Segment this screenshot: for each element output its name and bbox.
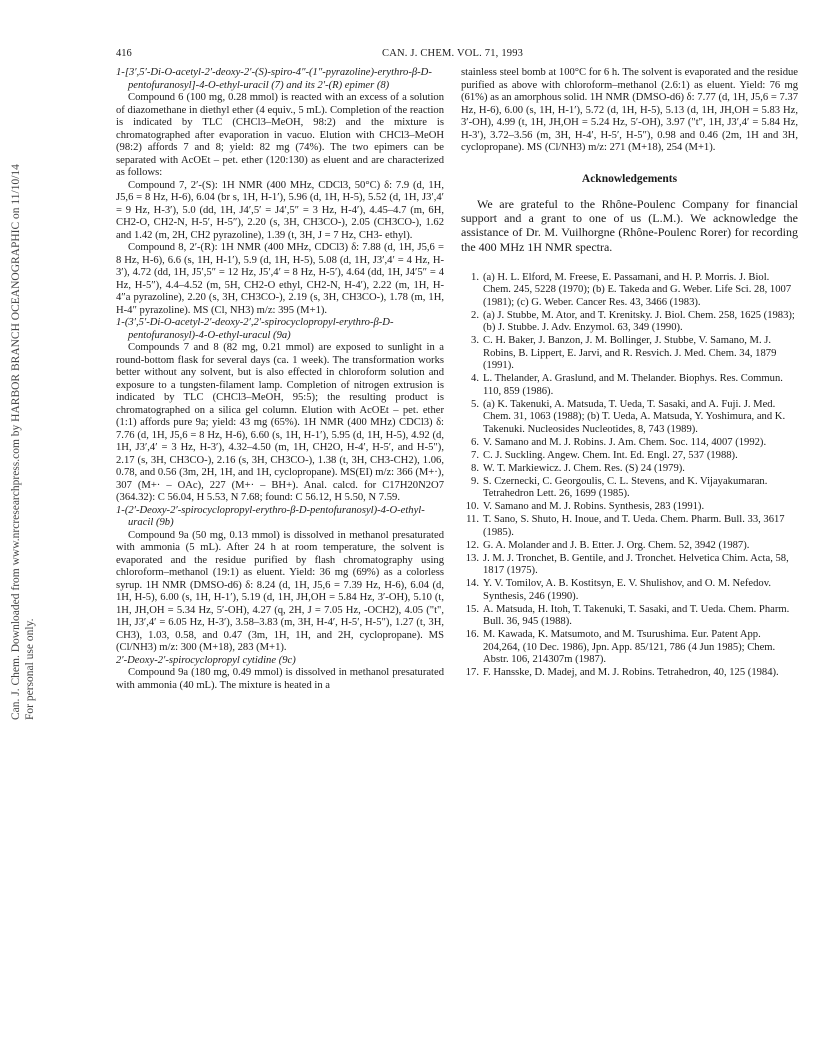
reference-item bbox=[461, 450, 798, 463]
reference-text: A. Matsuda, H. Itoh, T. Takenuki, T. Sasaki, and T. Ueda. Chem. Pharm. Bull. 36, 945 (1988). bbox=[483, 603, 790, 628]
section-title: 2′-Deoxy-2′-spirocyclopropyl cytidine (9c) bbox=[116, 654, 296, 666]
reference-text: T. Sano, S. Shuto, H. Inoue, and T. Ueda. Chem. Pharm. Bull. 33, 3617 (1985). bbox=[483, 514, 785, 538]
reference-item bbox=[461, 514, 798, 539]
reference-item bbox=[461, 463, 798, 476]
reference-text: Y. V. Tomilov, A. B. Kostitsyn, E. V. Shulishov, and O. M. Nefedov. Synthesis, 246 (1990). bbox=[483, 578, 771, 602]
reference-item bbox=[461, 335, 798, 373]
reference-number: 7. bbox=[471, 449, 479, 461]
personal-use-notice: For personal use only. bbox=[24, 618, 36, 720]
reference-number: 2. bbox=[471, 309, 479, 321]
reference-text: C. H. Baker, J. Banzon, J. M. Bollinger, J. Stubbe, V. Samano, M. J. Robins, B. Lippert, E. Jarvi, and R. Resvich. J. Med. Chem. 34, 1879 (1991). bbox=[483, 335, 777, 372]
reference-item bbox=[461, 553, 798, 578]
running-head: CAN. J. CHEM. VOL. 71, 1993 bbox=[382, 48, 524, 59]
reference-number: 3. bbox=[471, 335, 479, 347]
reference-item bbox=[461, 540, 798, 553]
page-number: 416 bbox=[116, 48, 132, 59]
paragraph: Compound 9a (50 mg, 0.13 mmol) is dissolved in methanol presaturated with ammonia (5 mL). After 24 h at room temperature, the solvent is evaporated and the residue purified by flash chromatography using chloroform–methanol (19:1) as eluent. Yield: 36 mg (69%) as a colorless syrup. 1H NMR (DMSO-d6) δ: 8.24 (d, 1H, J5,6 = 7.39 Hz, H-6), 6.04 (d, 1H, H-5), 6.00 (s, 1H, H-1′), 5.19 (d, 1H, JH,OH = 5.84 Hz, 3′-OH), 5.10 (t, 1H, JH,OH = 5.34 Hz, 5′-OH), 4.27 (q, 2H, J = 7.05 Hz, -OCH2), 4.05 ("t", 1H, J3′,4′ = 6.05 Hz, H-3′), 3.58–3.83 (m, 3H, H-4′, H-5′, H-5″), 1.27 (t, 3H, CH3), 1.03, 0.58, and 0.47 (3m, 1H, 1H, and 2H, cyclopropane). MS (Cl/NH3) m/z: 300 (M+18), 283 (M+1). bbox=[116, 529, 444, 653]
section-title: 1-(3′,5′-Di-O-acetyl-2′-deoxy-2′,2′-spirocyclopropyl-erythro-β-D-pentofuranosyl)-4-O-ethyl-uracul (9a) bbox=[116, 317, 394, 341]
reference-number: 16. bbox=[465, 629, 479, 641]
reference-text: (a) H. L. Elford, M. Freese, E. Passamani, and H. P. Morris. J. Biol. Chem. 245, 5228 (1970); (b) E. Takeda and G. Weber. Life Sci. 28, 1007 (1981); (c) G. Weber. Cancer Res. 43, 3466 (1983). bbox=[483, 271, 792, 308]
reference-text: (a) K. Takenuki, A. Matsuda, T. Ueda, T. Sasaki, and A. Fuji. J. Med. Chem. 31, 1063 (1988); (b) T. Ueda, A. Matsuda, Y. Yoshimura, and K. Takenuki. Nucleosides Nucleotides, 8, 743 (1989). bbox=[483, 398, 786, 435]
reference-number: 17. bbox=[465, 667, 479, 679]
reference-item bbox=[461, 437, 798, 450]
right-column bbox=[461, 67, 798, 680]
reference-number: 4. bbox=[471, 373, 479, 385]
download-notice bbox=[2, 150, 46, 720]
reference-list bbox=[461, 272, 798, 680]
paragraph: stainless steel bomb at 100°C for 6 h. The solvent is evaporated and the residue purified as above with chloroform–methanol (2.6:1) as eluent. Yield: 76 mg (61%) as an amorphous solid. 1H NMR (DMSO-d6) δ: 7.77 (d, 1H, J5,6 = 7.37 Hz, H-6), 6.00 (s, 1H, H-1′), 5.72 (d, 1H, H-5), 5.13 (d, 1H, JH,OH = 5.83 Hz, 3′-OH), 4.99 (t, 1H, JH,OH = 5.24 Hz, 5′-OH), 3.97 ("t", 1H, J3′,4′ = 5.84 Hz, H-3′), 3.72–3.56 (m, 3H, H-4′, H-5′, H-5″), 0.98 and 0.46 (2m, 1H and 3H, cyclopropane). MS (Cl/NH3) m/z: 271 (M+18), 254 (M+1). bbox=[461, 67, 798, 153]
reference-item bbox=[461, 629, 798, 667]
reference-number: 9. bbox=[471, 475, 479, 487]
section-title: 1-[3′,5′-Di-O-acetyl-2′-deoxy-2′-(S)-spiro-4″-(1″-pyrazoline)-erythro-β-D-pentofuranosyl]-4-O-ethyl-uracil (7) and its 2′-(R) epimer (8) bbox=[116, 67, 432, 91]
reference-text: M. Kawada, K. Matsumoto, and M. Tsurushima. Eur. Patent App. 204,264, (10 Dec. 1986), Jpn. App. 85/121, 786 (4 Jun 1985); Chem. Abstr. 106, 214307m (1987). bbox=[483, 629, 776, 666]
reference-text: V. Samano and M. J. Robins. J. Am. Chem. Soc. 114, 4007 (1992). bbox=[483, 436, 767, 448]
reference-text: F. Hansske, D. Madej, and M. J. Robins. Tetrahedron, 40, 125 (1984). bbox=[483, 667, 779, 679]
acknowledgements-heading: Acknowledgements bbox=[581, 172, 678, 185]
reference-text: J. M. J. Tronchet, B. Gentile, and J. Tronchet. Helvetica Chim. Acta, 58, 1817 (1975). bbox=[483, 552, 789, 577]
paragraph: Compound 9a (180 mg, 0.49 mmol) is dissolved in methanol presaturated with ammonia (40 mL). The mixture is heated in a bbox=[116, 667, 444, 691]
reference-number: 14. bbox=[465, 578, 479, 590]
reference-number: 15. bbox=[465, 603, 479, 615]
reference-number: 13. bbox=[465, 552, 479, 564]
reference-text: G. A. Molander and J. B. Etter. J. Org. Chem. 52, 3942 (1987). bbox=[483, 539, 750, 551]
reference-item bbox=[461, 399, 798, 437]
acknowledgements-text: We are grateful to the Rhône-Poulenc Company for financial support and a grant to one of us (L.M.). We acknowledge the assistance of Dr. M. Vuilhorgne (Rhône-Poulenc Rorer) for recording the 400 MHz 1H NMR spectra. bbox=[461, 197, 798, 254]
paragraph: Compounds 7 and 8 (82 mg, 0.21 mmol) are exposed to sunlight in a round-bottom flask for several days (ca. 1 week). The transformation works better without any solvent, but is also effected in chloroform solution and exposure to a tungsten-filament lamp. Completion of nitrogen extrusion is indicated by TLC (CHCl3–MeOH, 95:5); the resulting product is chromatographed on a silica gel column. Elution with AcOEt – pet. ether (1:1) affords pure 9a; yield: 43 mg (65%). 1H NMR (400 MHz) CDCl3) δ: 7.76 (d, 1H, J5,6 = 8 Hz, H-6), 6.60 (s, 1H, H-1′), 5.95 (d, 1H, H-5), 4.92 (d, 1H, J3′,4′ = 3 Hz, H-3′), 4.32–4.50 (m, 1H, CH2O, H-4′, H-5′, and H-5″), 2.17 (s, 3H, CH3CO-), 2.16 (s, 3H, CH3CO-), 1.38 (t, 3H, CH3-CH2), 1.06, 0.78, and 0.56 (3m, 2H, 1H, and 1H, cyclopropane). MS(EI) m/z: 366 (M+·), 307 (M+· – OAc), 227 (M+· – BH+). Anal. calcd. for C17H20N2O7 (364.32): C 56.04, H 5.53, N 7.68; found: C 56.12, H 5.50, N 7.59. bbox=[116, 342, 444, 503]
section-title: 1-(2′-Deoxy-2′-spirocyclopropyl-erythro-β-D-pentofuranosyl)-4-O-ethyl-uracil (9b) bbox=[116, 504, 425, 528]
reference-number: 5. bbox=[471, 398, 479, 410]
reference-number: 12. bbox=[465, 539, 479, 551]
reference-number: 10. bbox=[465, 501, 479, 513]
reference-text: W. T. Markiewicz. J. Chem. Res. (S) 24 (1979). bbox=[483, 462, 685, 474]
page-header bbox=[116, 48, 796, 62]
reference-text: S. Czernecki, C. Georgoulis, C. L. Stevens, and K. Vijayakumaran. Tetrahedron Lett. 26, 1699 (1985). bbox=[483, 475, 768, 500]
left-column bbox=[116, 67, 444, 692]
reference-number: 6. bbox=[471, 436, 479, 448]
reference-text: V. Samano and M. J. Robins. Synthesis, 283 (1991). bbox=[483, 501, 705, 513]
reference-item bbox=[461, 310, 798, 335]
reference-item bbox=[461, 578, 798, 603]
reference-text: (a) J. Stubbe, M. Ator, and T. Krenitsky. J. Biol. Chem. 258, 1625 (1983); (b) J. Stubbe. J. Adv. Enzymol. 63, 349 (1990). bbox=[483, 309, 795, 334]
download-notice-line: Can. J. Chem. Downloaded from www.nrcresearchpress.com by HARBOR BRANCH OCEANOGRAPHIC on 11/10/14 bbox=[10, 164, 22, 720]
reference-item bbox=[461, 667, 798, 680]
reference-item bbox=[461, 476, 798, 501]
reference-item bbox=[461, 272, 798, 310]
paragraph: Compound 8, 2′-(R): 1H NMR (400 MHz, CDCl3) δ: 7.88 (d, 1H, J5,6 = 8 Hz, H-6), 6.6 (s, 1H, H-1′), 5.9 (d, 1H, H-5), 5.08 (d, 1H, J3′,4′ = 4 Hz, H-3′), 4.72 (dd, 1H, J5′,5″ = 12 Hz, J5′,4′ = 8 Hz, H-5′), 4.64 (dd, 1H, J4′5″ = 4 Hz, H-5″), 4.4–4.52 (m, 5H, CH2-O ethyl, CH2-N, H-4′), 2.22 (m, 1H, H-4″a pyrazoline), 2.20 (s, 3H, CH3CO-), 2.19 (s, 3H, CH3CO-), 1.78 (m, 1H, H-4″ pyrazoline). MS (Cl, NH3) m/z: 395 (M+1). bbox=[116, 242, 444, 316]
reference-item bbox=[461, 373, 798, 398]
reference-number: 11. bbox=[466, 514, 479, 526]
reference-item bbox=[461, 604, 798, 629]
paragraph: Compound 6 (100 mg, 0.28 mmol) is reacted with an excess of a solution of diazomethane in diethyl ether (4 equiv., 5 mL). Completion of the reaction is indicated by TLC (CHCl3–MeOH, 98:2) and the mixture is chromatographed after evaporation in vacuo. Elution with CHCl3–MeOH (98:2) affords 7 and 8; yield: 82 mg (74%). The two epimers can be separated with AcOEt – pet. ether (120:130) as eluent and are characterized as follows: bbox=[116, 92, 444, 178]
reference-text: C. J. Suckling. Angew. Chem. Int. Ed. Engl. 27, 537 (1988). bbox=[483, 449, 738, 461]
reference-number: 8. bbox=[471, 462, 479, 474]
reference-text: L. Thelander, A. Graslund, and M. Thelander. Biophys. Res. Commun. 110, 859 (1986). bbox=[483, 373, 783, 397]
paragraph: Compound 7, 2′-(S): 1H NMR (400 MHz, CDCl3, 50°C) δ: 7.9 (d, 1H, J5,6 = 8 Hz, H-6), 6.04 (br s, 1H, H-1′), 5.96 (d, 1H, H-5), 5.52 (d, 1H, J3′,4′ = 9 Hz, H-3′), 5.0 (dd, 1H, J4′,5′ = J4′,5″ = 3 Hz, H-4′), 4.45–4.7 (m, 6H, CH2-O, CH2-N, H-5′, H-5″), 2.20 (s, 3H, CH3CO-), 2.05 (CH3CO-), 1.62 and 1.42 (m, 2H, CH2 pyrazoline), 1.39 (t, 3H, J = 7 Hz, CH3- ethyl). bbox=[116, 179, 444, 241]
reference-item bbox=[461, 501, 798, 514]
reference-number: 1. bbox=[471, 271, 479, 283]
